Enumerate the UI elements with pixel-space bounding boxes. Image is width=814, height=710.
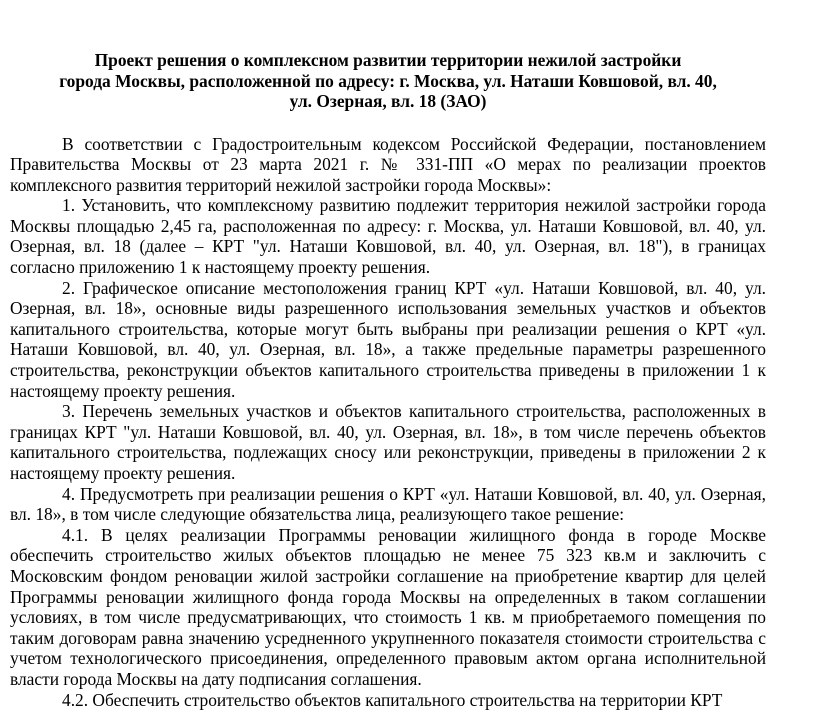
title-line-1: Проект решения о комплексном развитии территории нежилой застройки	[94, 50, 682, 70]
clause-4-2-paragraph: 4.2. Обеспечить строительство объектов капитального строительства на территории КРТ	[62, 689, 723, 710]
clause-4-paragraph: 4. Предусмотреть при реализации решения о КРТ «ул. Наташи Ковшовой, вл. 40, ул. Озерная, вл. 18», в том числе следующие обязательства лица, реализующего такое решение:	[10, 483, 766, 525]
clause-1-paragraph: 1. Установить, что комплексному развитию подлежит территория нежилой застройки города Москвы площадью 2,45 га, расположенная по адресу: г. Москва, ул. Наташи Ковшовой, вл. 40, ул. Озерная, вл. 18 (далее – КРТ "ул. Наташи Ковшовой, вл. 40, ул. Озерная, вл. 18"), в границах согласно приложению 1 к настоящему проекту решения.	[10, 195, 766, 278]
document-title	[10, 50, 766, 112]
clause-3-paragraph: 3. Перечень земельных участков и объектов капитального строительства, расположенных в границах КРТ "ул. Наташи Ковшовой, вл. 40, ул. Озерная, вл. 18», в том числе перечень объектов капитального строительства, подлежащих сносу или реконструкции, приведены в приложении 2 к настоящему проекту решения.	[10, 401, 766, 483]
document-page	[10, 50, 766, 710]
title-line-3: ул. Озерная, вл. 18 (ЗАО)	[289, 91, 487, 111]
title-line-2: города Москвы, расположенной по адресу: г. Москва, ул. Наташи Ковшовой, вл. 40,	[59, 70, 717, 91]
preamble-paragraph: В соответствии с Градостроительным кодексом Российской Федерации, постановлением Правительства Москвы от 23 марта 2021 г. № 331-ПП «О мерах по реализации проектов комплексного развития территорий нежилой застройки города Москвы»:	[10, 133, 766, 195]
clause-2-paragraph: 2. Графическое описание местоположения границ КРТ «ул. Наташи Ковшовой, вл. 40, ул. Озерная, вл. 18», основные виды разрешенного использования земельных участков и объектов капитального строительства, которые могут быть выбраны при реализации решения о КРТ «ул. Наташи Ковшовой, вл. 40, ул. Озерная, вл. 18», а также предельные параметры разрешенного строительства, реконструкции объектов капитального строительства приведены в приложении 1 к настоящему проекту решения.	[10, 277, 766, 401]
clause-4-1-paragraph: 4.1. В целях реализации Программы реновации жилищного фонда в городе Москве обеспечить строительство жилых объектов площадью не менее 75 323 кв.м и заключить с Московским фондом реновации жилой застройки соглашение на приобретение квартир для целей Программы реновации жилищного фонда города Москвы на определенных в таком соглашении условиях, в том числе предусматривающих, что стоимость 1 кв. м приобретаемого помещения по таким договорам равна значению усредненного укрупненного показателя стоимости строительства с учетом технологического присоединения, определенного правовым актом органа исполнительной власти города Москвы на дату подписания соглашения.	[10, 524, 766, 689]
